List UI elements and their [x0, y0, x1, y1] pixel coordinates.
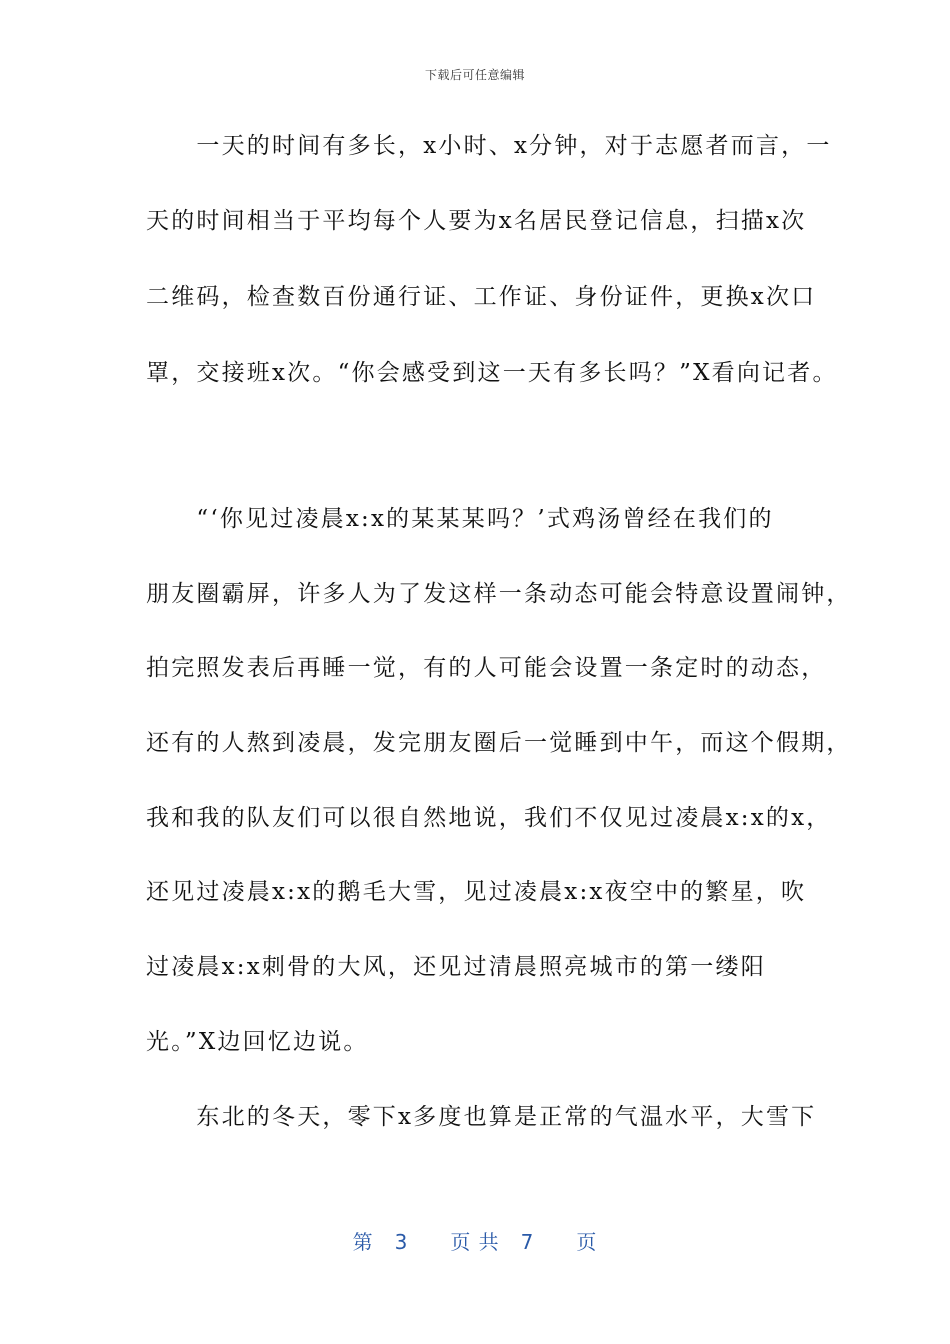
- paragraph-2-line-4: 还有的人熬到凌晨，发完朋友圈后一觉睡到中午，而这个假期，: [146, 730, 852, 756]
- page-header: 下载后可任意编辑: [424, 68, 525, 82]
- paragraph-2-line-6: 还见过凌晨x:x的鹅毛大雪，见过凌晨x:x夜空中的繁星，吹: [146, 879, 807, 905]
- paragraph-1-line-1: 一天的时间有多长，x小时、x分钟，对于志愿者而言，一: [146, 133, 832, 159]
- paragraph-2-line-1: “‘你见过凌晨x:x的某某某吗？’式鸡汤曾经在我们的: [146, 506, 774, 532]
- paragraph-2-line-2: 朋友圈霸屏，许多人为了发这样一条动态可能会特意设置闹钟，: [146, 581, 852, 607]
- paragraph-1-line-2: 天的时间相当于平均每个人要为x名居民登记信息，扫描x次: [146, 208, 807, 234]
- paragraph-2-line-5: 我和我的队友们可以很自然地说，我们不仅见过凌晨x:x的x，: [146, 805, 832, 831]
- paragraph-1-line-3: 二维码，检查数百份通行证、工作证、身份证件，更换x次口: [146, 284, 817, 310]
- paragraph-2-line-3: 拍完照发表后再睡一觉，有的人可能会设置一条定时的动态，: [146, 655, 827, 681]
- paragraph-2-line-7: 过凌晨x:x刺骨的大风，还见过清晨照亮城市的第一缕阳: [146, 954, 766, 980]
- paragraph-3-line-1: 东北的冬天，零下x多度也算是正常的气温水平，大雪下: [146, 1104, 817, 1130]
- paragraph-2-line-8: 光。”X边回忆边说。: [146, 1029, 369, 1055]
- page-number-footer: 第 3 页 共 7 页: [352, 1230, 598, 1254]
- paragraph-1-line-4: 罩，交接班x次。“你会感受到这一天有多长吗？”X看向记者。: [146, 360, 838, 386]
